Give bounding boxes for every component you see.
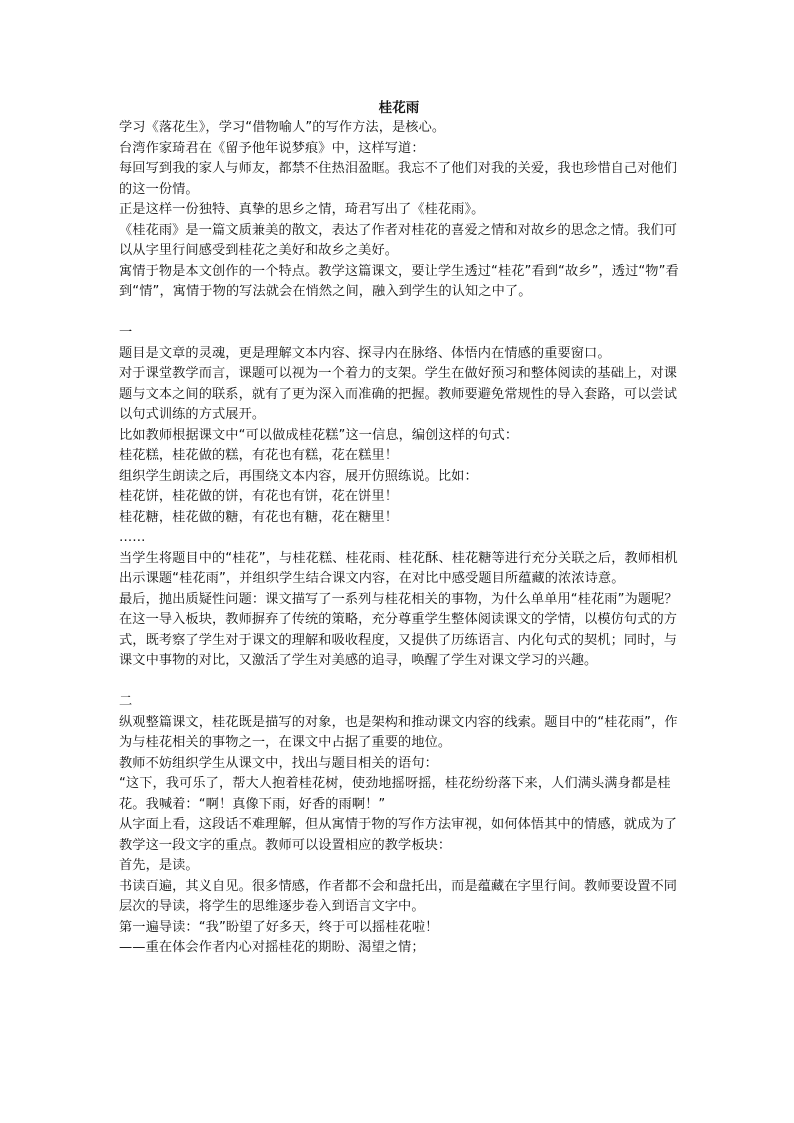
paragraph: 桂花饼，桂花做的饼，有花也有饼，花在饼里！ (119, 489, 399, 504)
paragraph: 桂花糕，桂花做的糕，有花也有糕，花在糕里！ (119, 448, 399, 463)
paragraph: “这下，我可乐了，帮大人抱着桂花树，使劲地摇呀摇，桂花纷纷落下来，人们满头满身都是桂花。我喊着：“啊！真像下雨，好香的雨啊！” (119, 776, 671, 812)
section-heading: 二 (119, 694, 133, 709)
paragraph: 学习《落花生》，学习“借物喻人”的写作方法，是核心。 (119, 120, 446, 135)
paragraph: 组织学生朗读之后，再围绕文本内容，展开仿照练说。比如： (119, 468, 478, 484)
paragraph: 对于课堂教学而言，课题可以视为一个着力的支架。学生在做好预习和整体阅读的基础上，对课题与文本之间的联系，就有了更为深入而准确的把握。教师要避免常规性的导入套路，可以尝试以句式训练的方式展开。 (119, 366, 678, 422)
paragraph: 当学生将题目中的“桂花”，与桂花糕、桂花雨、桂花酥、桂花糖等进行充分关联之后，教师相机出示课题“桂花雨”，并组织学生结合课文内容，在对比中感受题目所蕴藏的浓浓诗意。 (119, 550, 678, 586)
paragraph: 《桂花雨》是一篇文质兼美的散文，表达了作者对桂花的喜爱之情和对故乡的思念之情。我们可以从字里行间感受到桂花之美好和故乡之美好。 (119, 222, 678, 258)
blank-line (119, 303, 679, 324)
section-heading: 一 (119, 325, 133, 340)
paragraph: 桂花糖，桂花做的糖，有花也有糖，花在糖里！ (119, 509, 399, 525)
paragraph: 教师不妨组织学生从课文中，找出与题目相关的语句： (119, 755, 438, 771)
paragraph: 台湾作家琦君在《留予他年说梦痕》中，这样写道： (119, 140, 425, 156)
paragraph: 书读百遍，其义自见。很多情感，作者都不会和盘托出，而是蕴藏在字里行间。教师要设置不同层次的导读，将学生的思维逐步卷入到语言文字中。 (119, 878, 678, 914)
paragraph: 每回写到我的家人与师友，都禁不住热泪盈眶。我忘不了他们对我的关爱，我也珍惜自己对他们的这一份情。 (119, 161, 678, 197)
paragraph: …… (119, 530, 146, 545)
document-title: 桂花雨 (378, 100, 420, 116)
paragraph: 第一遍导读：“我”盼望了好多天，终于可以摇桂花啦！ (119, 919, 439, 935)
paragraph: 首先，是读。 (119, 858, 199, 873)
paragraph: ——重在体会作者内心对摇桂花的期盼、渴望之情； (119, 940, 425, 955)
paragraph: 在这一导入板块，教师摒弃了传统的策略，充分尊重学生整体阅读课文的学情，以模仿句式的方式，既考察了学生对于课文的理解和吸收程度，又提供了历练语言、内化句式的契机；同时，与课文中事物的对比，又激活了学生对美感的追寻，唤醒了学生对课文学习的兴趣。 (119, 612, 678, 668)
paragraph: 正是这样一份独特、真挚的思乡之情，琦君写出了《桂花雨》。 (119, 202, 485, 217)
paragraph: 最后，抛出质疑性问题：课文描写了一系列与桂花相关的事物，为什么单单用“桂花雨”为题呢？ (119, 591, 678, 607)
paragraph: 题目是文章的灵魂，更是理解文本内容、探寻内在脉络、体悟内在情感的重要窗口。 (119, 345, 611, 361)
paragraph: 从字面上看，这段话不难理解，但从寓情于物的写作方法审视，如何体悟其中的情感，就成为了教学这一段文字的重点。教师可以设置相应的教学板块： (119, 817, 678, 853)
paragraph: 纵观整篇课文，桂花既是描写的对象，也是架构和推动课文内容的线索。题目中的“桂花雨”，作为与桂花相关的事物之一，在课文中占据了重要的地位。 (119, 714, 678, 750)
blank-line (119, 672, 679, 693)
paragraph: 比如教师根据课文中“可以做成桂花糕”这一信息，编创这样的句式： (119, 427, 519, 443)
document-page (119, 98, 679, 959)
paragraph: 寓情于物是本文创作的一个特点。教学这篇课文，要让学生透过“桂花”看到“故乡”，透过“物”看到“情”，寓情于物的写法就会在悄然之间，融入到学生的认知之中了。 (119, 263, 679, 299)
